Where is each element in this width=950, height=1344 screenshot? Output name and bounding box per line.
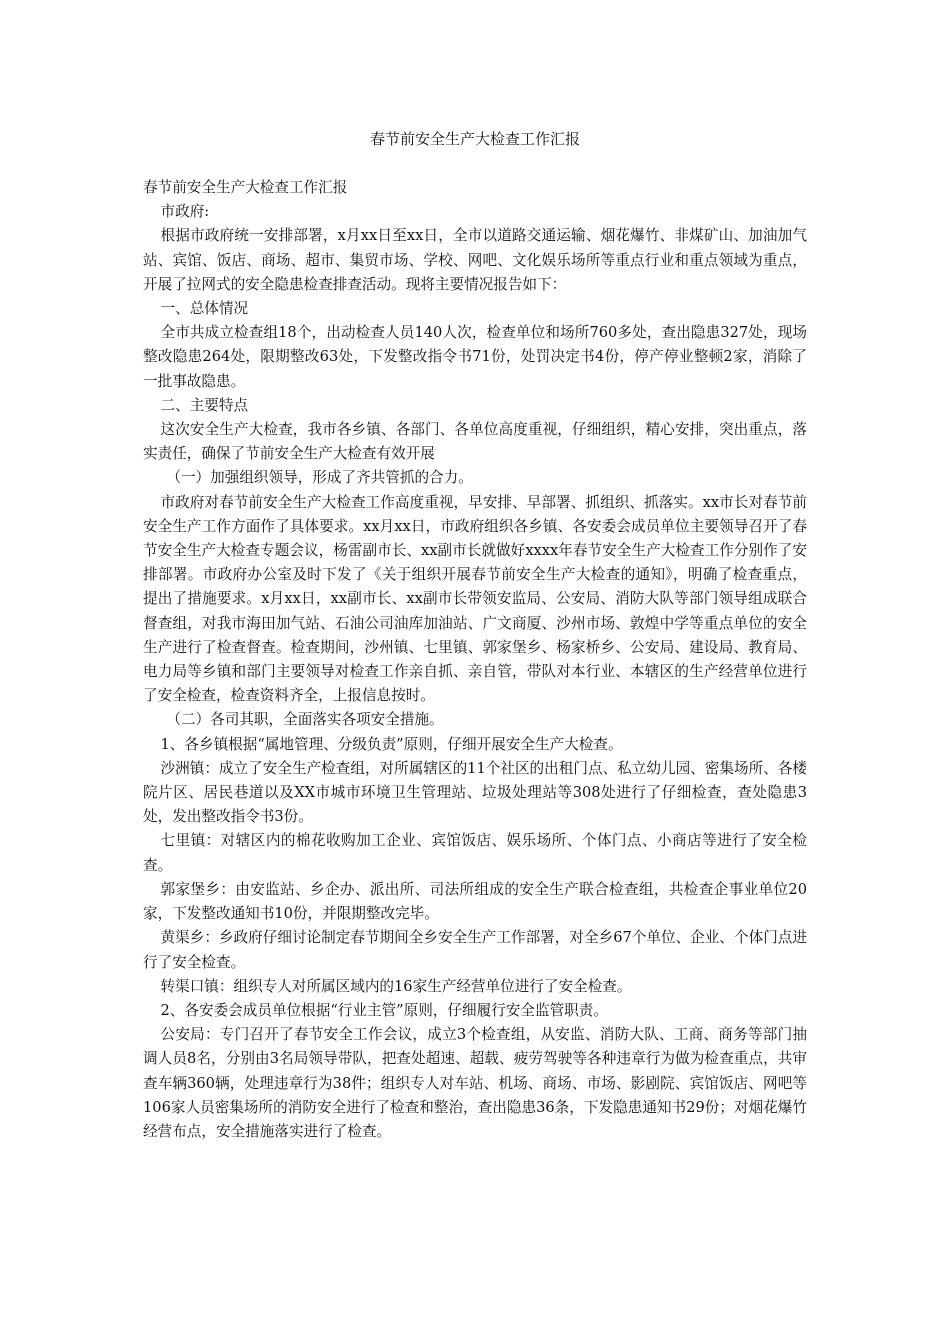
departments-heading: 2、各安委会成员单位根据“行业主管”原则，仔细履行安全监管职责。 bbox=[160, 1001, 608, 1019]
section-heading-overall: 一、总体情况 bbox=[160, 300, 249, 318]
qili-paragraph: 七里镇：对辖区内的棉花收购加工企业、宾馆饭店、娱乐场所、个体门点、小商店等进行了安全检查。 bbox=[143, 832, 807, 874]
section-heading-features: 二、主要特点 bbox=[160, 396, 249, 414]
features-paragraph: 这次安全生产大检查，我市各乡镇、各部门、各单位高度重视，仔细组织，精心安排，突出重点，落实责任，确保了节前安全生产大检查有效开展 bbox=[143, 421, 807, 463]
subsection-heading-measures: （二）各司其职，全面落实各项安全措施。 bbox=[166, 711, 444, 729]
zhuanqukou-paragraph: 转渠口镇：组织专人对所属区域内的16家生产经营单位进行了安全检查。 bbox=[160, 977, 632, 995]
shazhou-paragraph: 沙洲镇：成立了安全生产检查组，对所属辖区的11个社区的出租门点、私立幼儿园、密集场所、各楼院片区、居民巷道以及XX市城市环境卫生管理站、垃圾处理站等308处进行了仔细检查，查处隐患3处，发出整改指令书3份。 bbox=[143, 759, 807, 826]
public-security-paragraph: 公安局：专门召开了春节安全工作会议，成立3个检查组，从安监、消防大队、工商、商务等部门抽调人员8名，分别由3名局领导带队，把查处超速、超载、疲劳驾驶等各种违章行为做为检查重点，共审查车辆360辆，处理违章行为38件；组织专人对车站、机场、商场、市场、影剧院、宾馆饭店、网吧等106家人员密集场所的消防安全进行了检查和整治，查出隐患36条，下发隐患通知书29份；对烟花爆竹经营布点，安全措施落实进行了检查。 bbox=[143, 1026, 807, 1140]
leadership-paragraph: 市政府对春节前安全生产大检查工作高度重视，早安排、早部署、抓组织、抓落实。xx市长对春节前安全生产工作方面作了具体要求。xx月xx日，市政府组织各乡镇、各安委会成员单位主要领导召开了春节安全生产大检查专题会议，杨雷副市长、xx副市长就做好xxxx年春节安全生产大检查工作分别作了安排部署。市政府办公室及时下发了《关于组织开展春节前安全生产大检查的通知》，明确了检查重点，提出了措施要求。x月xx日，xx副市长、xx副市长带领安监局、公安局、消防大队等部门领导组成联合督查组，对我市海田加气站、石油公司油库加油站、广文商厦、沙州市场、敦煌中学等重点单位的安全生产进行了检查督查。检查期间，沙州镇、七里镇、郭家堡乡、杨家桥乡、公安局、建设局、教育局、电力局等乡镇和部门主要领导对检查工作亲自抓、亲自管，带队对本行业、本辖区的生产经营单位进行了安全检查，检查资料齐全，上报信息按时。 bbox=[143, 493, 807, 705]
subsection-heading-leadership: （一）加强组织领导，形成了齐共管抓的合力。 bbox=[166, 469, 473, 487]
document-title: 春节前安全生产大检查工作汇报 bbox=[369, 130, 580, 148]
huangqu-paragraph: 黄渠乡：乡政府仔细讨论制定春节期间全乡安全生产工作部署，对全乡67个单位、企业、个体门点进行了安全检查。 bbox=[143, 929, 807, 971]
intro-paragraph: 根据市政府统一安排部署，x月xx日至xx日，全市以道路交通运输、烟花爆竹、非煤矿山、加油加气站、宾馆、饭店、商场、超市、集贸市场、学校、网吧、文化娱乐场所等重点行业和重点领域为重点，开展了拉网式的安全隐患检查排查活动。现将主要情况报告如下： bbox=[143, 227, 807, 293]
overall-paragraph: 全市共成立检查组18个，出动检查人员140人次，检查单位和场所760多处，查出隐患327处，现场整改隐患264处，限期整改63处，下发整改指令书71份，处罚决定书4份，停产停业整顿2家，消除了一批事故隐患。 bbox=[143, 324, 807, 390]
document-heading: 春节前安全生产大检查工作汇报 bbox=[143, 179, 348, 196]
townships-heading: 1、各乡镇根据“属地管理、分级负责”原则，仔细开展安全生产大检查。 bbox=[160, 735, 623, 753]
salutation: 市政府: bbox=[160, 203, 210, 221]
guojiabao-paragraph: 郭家堡乡：由安监站、乡企办、派出所、司法所组成的安全生产联合检查组，共检查企事业单位20家，下发整改通知书10份，并限期整改完毕。 bbox=[143, 880, 807, 923]
document-body bbox=[143, 176, 807, 1144]
